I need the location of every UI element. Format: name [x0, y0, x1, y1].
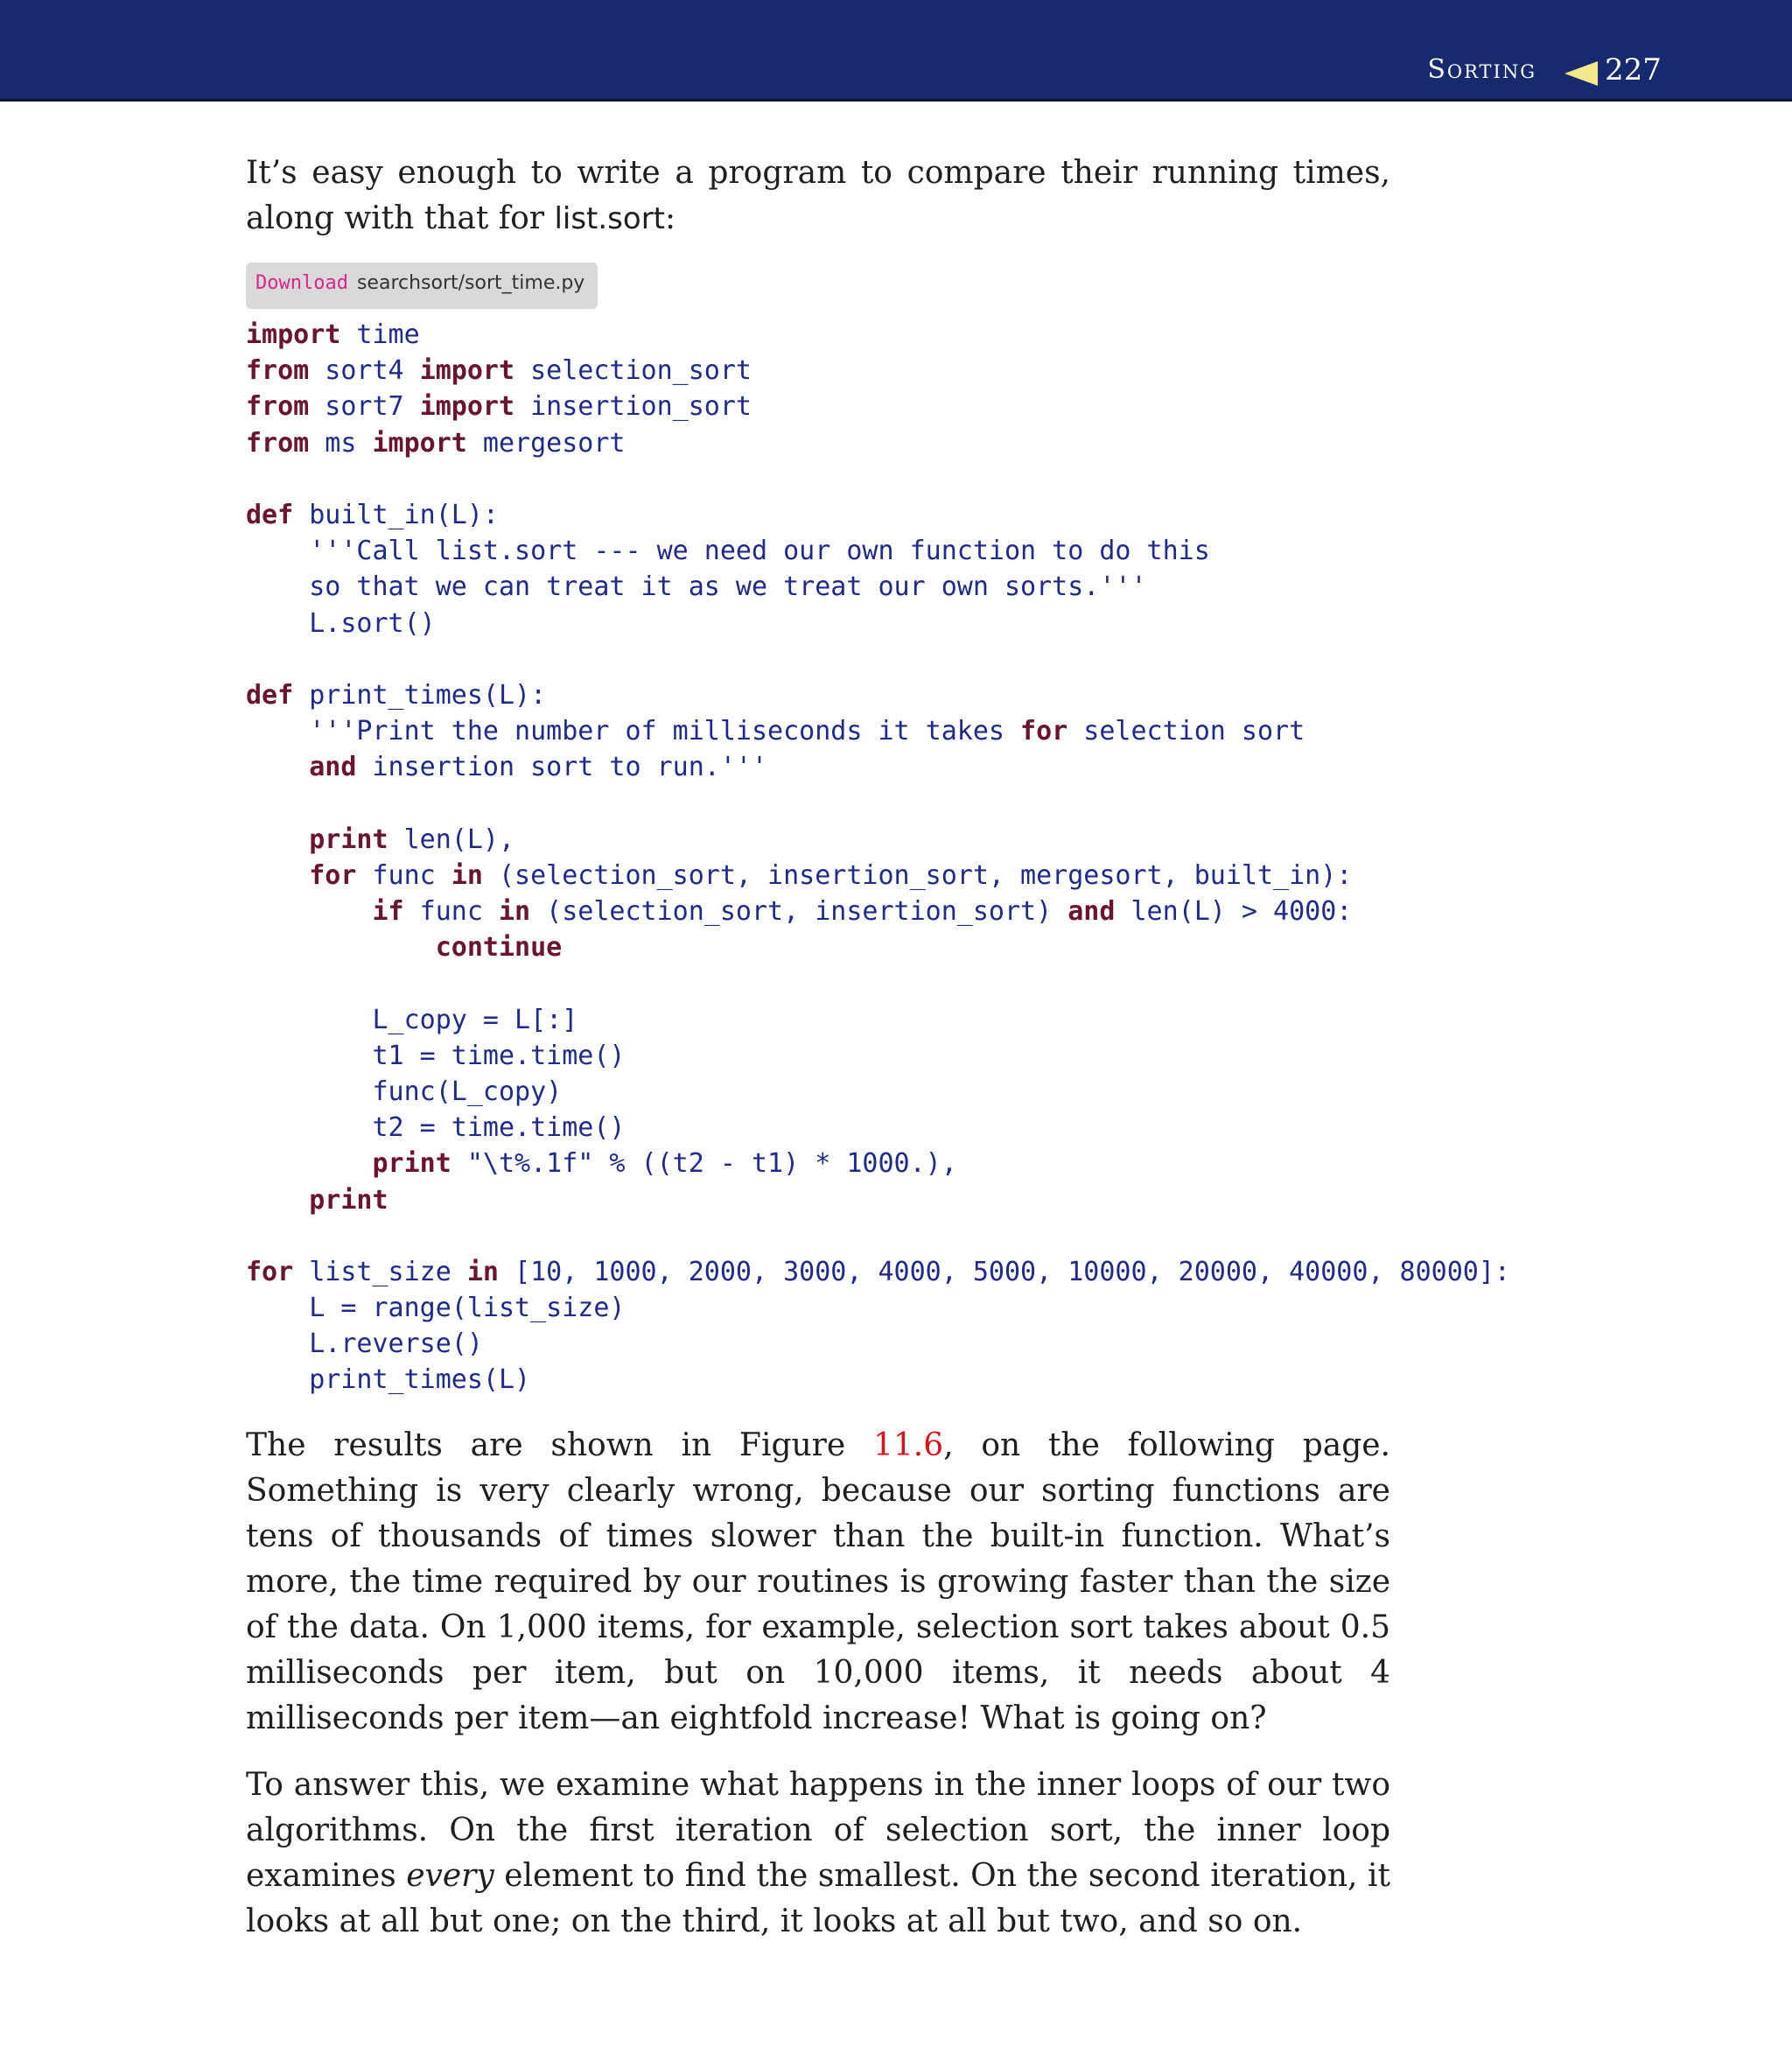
code-line [246, 497, 1510, 533]
code-text [246, 1185, 309, 1216]
code-line [246, 1002, 1510, 1038]
code-text: insertion_sort [514, 391, 752, 423]
code-keyword: import [419, 391, 515, 423]
code-text: sort4 [309, 355, 420, 387]
code-text: func [403, 896, 499, 927]
download-label: Download [256, 272, 348, 294]
section-title: Sorting [1427, 54, 1536, 85]
code-line [246, 1362, 1510, 1398]
answer-text-after: element to find the smallest. On the second iteration, it looks at all but one; on the third, it looks at all but two, and so on. [246, 1858, 1390, 1939]
code-text: (selection_sort, insertion_sort, mergesort, built_in): [482, 859, 1353, 891]
code-text: len(L) > 4000: [1115, 896, 1353, 927]
code-keyword: in [466, 1256, 499, 1287]
code-line [246, 533, 1510, 569]
results-paragraph [246, 1423, 1390, 1742]
page-header [0, 0, 1792, 102]
code-text: func(L_copy) [246, 1076, 563, 1107]
code-text: L_copy = L[:] [246, 1004, 578, 1035]
code-line [246, 1254, 1510, 1290]
code-text: selection_sort [514, 355, 752, 387]
code-keyword: import [419, 355, 515, 387]
code-text [246, 824, 309, 855]
code-text: sort7 [309, 391, 420, 423]
code-keyword: in [499, 896, 531, 927]
code-line [246, 425, 1510, 461]
code-line [246, 389, 1510, 424]
results-text-before: The results are shown in Figure [246, 1427, 873, 1463]
code-line [246, 858, 1510, 894]
code-line [246, 1038, 1510, 1074]
code-listing [246, 317, 1510, 1399]
code-text: insertion sort to run.''' [356, 752, 768, 783]
code-keyword: and [309, 752, 357, 783]
code-line [246, 641, 1510, 677]
code-keyword: print [372, 1148, 452, 1180]
code-line [246, 1182, 1510, 1218]
code-text [246, 896, 373, 927]
code-text: built_in(L): [293, 499, 499, 530]
code-line [246, 569, 1510, 605]
code-text: ms [309, 427, 373, 459]
code-keyword: print [309, 824, 388, 855]
code-keyword: from [246, 355, 310, 387]
code-text: time [340, 319, 420, 350]
intro-end: : [665, 200, 676, 236]
answer-emphasis: every [406, 1858, 494, 1894]
code-text: func [356, 859, 452, 891]
code-text: '''Call list.sort --- we need our own function to do this [246, 536, 1210, 567]
code-text: so that we can treat it as we treat our own sorts.''' [246, 571, 1147, 603]
code-keyword: from [246, 427, 310, 459]
code-line [246, 894, 1510, 929]
code-text: t2 = time.time() [246, 1112, 626, 1144]
results-text-after: , on the following page. Something is very clearly wrong, because our sorting functions are tens of thousands of times slower than the built-in function. What’s more, the time required by our routines is growing faster than the size of the data. On 1,000 items, for example, selection sort takes about 0.5 milliseconds per item, but on 10,000 items, it needs about 4 milliseconds per item—an eightfold increase! What is going on? [246, 1427, 1390, 1736]
code-line [246, 1074, 1510, 1110]
code-text: L = range(list_size) [246, 1293, 626, 1324]
code-keyword: import [246, 319, 341, 350]
code-line [246, 461, 1510, 497]
code-line [246, 606, 1510, 641]
download-path: searchsort/sort_time.py [356, 272, 585, 294]
code-text: list_size [293, 1256, 467, 1287]
code-line [246, 785, 1510, 821]
code-text: print_times(L): [293, 679, 547, 711]
code-line [246, 1146, 1510, 1181]
code-line [246, 929, 1510, 965]
code-line [246, 1326, 1510, 1362]
code-text: print_times(L) [246, 1364, 531, 1396]
code-keyword: in [451, 859, 483, 891]
code-keyword: if [372, 896, 404, 927]
code-text: len(L), [388, 824, 515, 855]
code-keyword: for [309, 859, 357, 891]
code-line [246, 1218, 1510, 1254]
intro-text: It’s easy enough to write a program to compare their running times, along with that for [246, 155, 1390, 236]
code-text: L.sort() [246, 607, 436, 639]
code-line [246, 749, 1510, 785]
code-text: t1 = time.time() [246, 1040, 626, 1071]
code-text: [10, 1000, 2000, 3000, 4000, 5000, 10000, 20000, 40000, 80000]: [499, 1256, 1510, 1287]
code-keyword: from [246, 391, 310, 423]
code-text: '''Print the number of milliseconds it takes [246, 716, 1021, 747]
code-keyword: print [309, 1184, 388, 1216]
code-text: (selection_sort, insertion_sort) [530, 896, 1068, 927]
code-text: "\t%.1f" % ((t2 - t1) * 1000.), [451, 1148, 957, 1180]
code-keyword: import [372, 427, 467, 459]
code-keyword: def [246, 679, 294, 711]
code-keyword: for [246, 1256, 294, 1287]
answer-text-before: To answer this, we examine what happens in the inner loops of our two algorithms. On the first iteration of selection sort, the inner loop examines [246, 1767, 1390, 1894]
inline-code-list-sort: list.sort [554, 201, 666, 236]
code-text: mergesort [466, 427, 626, 459]
code-text [246, 752, 309, 782]
left-triangle-icon [1564, 61, 1598, 86]
figure-reference-link[interactable]: 11.6 [872, 1427, 944, 1463]
code-line [246, 822, 1510, 858]
code-keyword: continue [435, 932, 563, 964]
page-number: 227 [1605, 53, 1662, 88]
download-link[interactable] [246, 263, 598, 309]
code-text [246, 860, 309, 891]
answer-paragraph [246, 1763, 1390, 1945]
code-line [246, 353, 1510, 389]
code-line [246, 677, 1510, 713]
code-keyword: for [1020, 716, 1068, 747]
code-text [246, 1148, 373, 1179]
code-line [246, 713, 1510, 749]
intro-paragraph [246, 151, 1390, 242]
code-line [246, 965, 1510, 1001]
code-line [246, 317, 1510, 353]
code-line [246, 1110, 1510, 1146]
code-text: selection sort [1068, 716, 1306, 747]
code-text: L.reverse() [246, 1328, 483, 1360]
code-keyword: def [246, 499, 294, 530]
code-text [246, 932, 436, 963]
code-line [246, 1290, 1510, 1326]
code-keyword: and [1068, 896, 1116, 927]
